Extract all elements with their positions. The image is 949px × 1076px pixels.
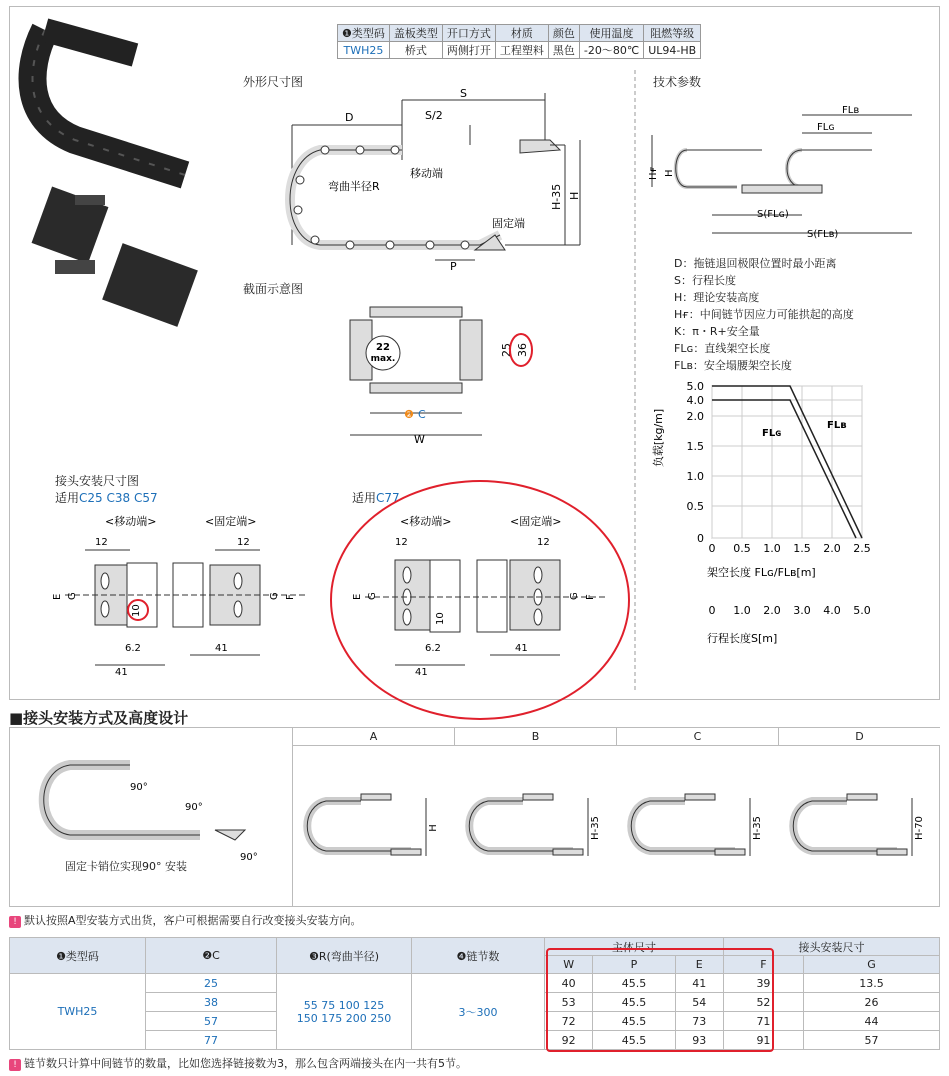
spec-size-table [9,937,940,1050]
install-moving-end [361,794,391,800]
install-moving-end [847,794,877,800]
cell-type: TWH25 [10,974,146,1050]
chart-y-tick: 1.0 [686,470,704,483]
chart-y-label: 负载[kg/m] [652,408,665,468]
applicable-1: 适用C25 C38 C57 [55,491,158,505]
spec-cell: -20～80℃ [579,42,643,59]
angle-3: 90° [240,852,258,863]
load-chart [650,378,890,658]
cell-f: 91 [723,1031,803,1050]
chart-x2-tick: 4.0 [823,604,841,617]
dim-41-b: 41 [115,667,128,678]
dim-10: 10 [131,604,142,617]
install-height-label: H-35 [752,816,763,840]
cell-g: 13.5 [803,974,939,993]
chart-x-tick: 0 [708,542,716,555]
install-chain-outline [793,801,897,851]
chart-y-tick: 1.5 [686,440,704,453]
product-photo [15,10,205,330]
outline-title: 外形尺寸图 [243,75,304,89]
dim-h35: H-35 [550,183,563,210]
dim-25: 25 [500,343,513,357]
th-type: ❶类型码 [10,938,146,974]
chart-plot-area [712,386,862,538]
cell-c: 57 [146,1012,277,1031]
fixed-end-label: <固定端> [205,515,257,528]
install-col-a: A [292,728,454,746]
dim-s: S [460,87,467,100]
dim-e: E [352,593,363,600]
dim-41-b: 41 [415,667,428,678]
spec-header: 阻燃等级 [644,25,701,42]
th-body: 主体尺寸 [545,938,724,956]
dim-p: P [450,260,457,273]
note-2: ! 链节数只计算中间链节的数量，比如您选择链接数为3，那么包含两端接头在内一共有5节。 [9,1055,467,1071]
cell-g: 26 [803,993,939,1012]
install-moving-end [523,794,553,800]
cell-w: 72 [545,1012,593,1031]
angle-2: 90° [185,802,203,813]
install-fixed-end [715,849,745,855]
cell-e: 54 [675,993,723,1012]
dim-62: 6.2 [425,643,441,654]
cell-e: 93 [675,1031,723,1050]
legend-item: FLɢ：直线架空长度 [674,342,771,355]
th-links: ❹链节数 [412,938,545,974]
install-col-b: B [454,728,616,746]
chart-x2-tick: 5.0 [853,604,871,617]
chart-x-tick: 0.5 [733,542,751,555]
chart-y-tick: 2.0 [686,410,704,423]
legend-item: D：拖链退回极限位置时最小距离 [674,257,837,270]
outline-drawing [280,85,630,280]
install-chain-outline [307,801,411,851]
tech-drawing [642,105,932,245]
cell-e: 41 [675,974,723,993]
spec-cell: 桥式 [389,42,442,59]
moving-end-label: <移动端> [400,515,452,528]
cell-links: 3～300 [412,974,545,1050]
bend-radius-label: 弯曲半径R [328,180,380,193]
install-moving-end [685,794,715,800]
highlight-body-dims [546,948,774,1052]
install-chain-outline [469,801,573,851]
dim-e: E [52,593,63,600]
spec-header: ❶类型码 [338,25,390,42]
applicable-2: 适用C77 [352,491,400,505]
dim-10: 10 [435,612,446,625]
spec-cell: 工程塑料 [495,42,548,59]
cell-p: 45.5 [593,1012,675,1031]
dim-62: 6.2 [125,643,141,654]
spec-table [337,24,701,59]
install-chain [307,801,411,851]
cell-w: 53 [545,993,593,1012]
separator [633,70,637,690]
spec-header: 开口方式 [442,25,495,42]
chart-y-tick: 4.0 [686,394,704,407]
joint-title: 接头安装尺寸图 [55,474,140,488]
dim-g2: G [269,592,280,600]
legend-item: FLʙ：安全塌腰架空长度 [674,359,792,372]
tech-title: 技术参数 [653,75,702,89]
legend-item: H：理论安装高度 [674,291,760,304]
install-height-label: H [428,824,439,832]
chart-x-label: 架空长度 FLɢ/FLʙ[m] [707,566,816,579]
legend-item: S：行程长度 [674,274,736,287]
chart-x-tick: 2.5 [853,542,871,555]
dim-s2: S/2 [425,109,443,122]
chart-x2-tick: 3.0 [793,604,811,617]
angle-1: 90° [130,782,148,793]
legend-item: K：π・R+安全量 [674,325,760,338]
dim-36: 36 [516,343,529,357]
spec-header: 使用温度 [579,25,643,42]
install-fixed-end [391,849,421,855]
cell-p: 45.5 [593,993,675,1012]
spec-header: 颜色 [548,25,579,42]
dim-sflg: S(FLɢ) [757,209,789,220]
spec-cell: UL94-HB [644,42,701,59]
cell-r: 55 75 100 125 150 175 200 250 [277,974,412,1050]
install-chain-outline [631,801,735,851]
cell-f: 39 [723,974,803,993]
legend-item: Hғ：中间链节因应力可能拱起的高度 [674,308,854,321]
th-e: E [675,956,723,974]
max-label-1: 22 [376,342,390,353]
chart-x2-tick: 2.0 [763,604,781,617]
cell-w: 40 [545,974,593,993]
th-joint: 接头安装尺寸 [723,938,939,956]
dim-f: F [285,594,296,600]
chart-x-tick: 2.0 [823,542,841,555]
dim-hf: Hғ [648,166,659,180]
th-w: W [545,956,593,974]
install-fixed-end [553,849,583,855]
chart-series-label: FLɢ [762,428,782,439]
install-caption: 固定卡销位实现90° 安装 [65,860,187,873]
dim-g: G [67,592,78,600]
dim-12-a: 12 [95,537,108,548]
dim-12-b: 12 [237,537,250,548]
cell-w: 92 [545,1031,593,1050]
cell-p: 45.5 [593,974,675,993]
chart-y-tick: 0.5 [686,500,704,513]
install-chain [631,801,735,851]
install-height-label: H-35 [590,816,601,840]
fixed-end-label: <固定端> [510,515,562,528]
chart-x-tick: 1.0 [763,542,781,555]
cell-e: 73 [675,1012,723,1031]
spec-cell: 黑色 [548,42,579,59]
max-label-2: max. [370,354,396,364]
dim-f: F [585,594,596,600]
spec-cell: 两侧打开 [442,42,495,59]
moving-end-label: <移动端> [105,515,157,528]
chart-series-label: FLʙ [827,420,847,431]
c-label: C [418,408,426,421]
dim-flg: FLɢ [817,122,835,133]
note-1: ! 默认按照A型安装方式出货，客户可根据需要自行改变接头安装方向。 [9,912,362,928]
install-height-label: H-70 [914,816,925,840]
install-col-c: C [616,728,778,746]
install-variants [291,746,940,906]
dim-flb: FLʙ [842,105,860,116]
chart-x2-tick: 1.0 [733,604,751,617]
cell-g: 57 [803,1031,939,1050]
cell-g: 44 [803,1012,939,1031]
chart-y-tick: 0 [697,532,704,545]
th-c: ❷C [146,938,277,974]
install-col-d: D [778,728,940,746]
cell-f: 52 [723,993,803,1012]
spec-header: 材质 [495,25,548,42]
dim-h-tech: H [664,169,675,177]
spec-cell: TWH25 [338,42,390,59]
joint-drawing-1 [52,505,315,690]
chart-x2-label: 行程长度S[m] [707,632,778,645]
dim-g: G [367,592,378,600]
th-g: G [803,956,939,974]
dim-h: H [568,191,581,200]
th-f: F [723,956,803,974]
w-label: W [414,433,425,446]
dim-12-b: 12 [537,537,550,548]
chart-y-tick: 5.0 [686,380,704,393]
cell-c: 25 [146,974,277,993]
th-p: P [593,956,675,974]
fixed-label: 固定端 [492,217,525,230]
th-r: ❸R(弯曲半径) [277,938,412,974]
install-chain [469,801,573,851]
install-chain [793,801,897,851]
cell-p: 45.5 [593,1031,675,1050]
dim-sflb: S(FLʙ) [807,229,839,240]
dim-41-a: 41 [215,643,228,654]
moving-label: 移动端 [410,167,443,180]
cell-c: 38 [146,993,277,1012]
dim-12-a: 12 [395,537,408,548]
section-title-label: 截面示意图 [243,282,304,296]
install-fixed-end [877,849,907,855]
dim-g2: G [569,592,580,600]
highlight-c77 [330,480,630,720]
section-drawing [340,295,540,450]
dim-41-a: 41 [515,643,528,654]
install-title: ■接头安装方式及高度设计 [9,709,189,727]
spec-header: 盖板类型 [389,25,442,42]
dim-d: D [345,111,354,124]
chart-x-tick: 1.5 [793,542,811,555]
c-badge: ❷ [404,408,414,421]
cell-f: 71 [723,1012,803,1031]
chart-x2-tick: 0 [708,604,716,617]
cell-c: 77 [146,1031,277,1050]
